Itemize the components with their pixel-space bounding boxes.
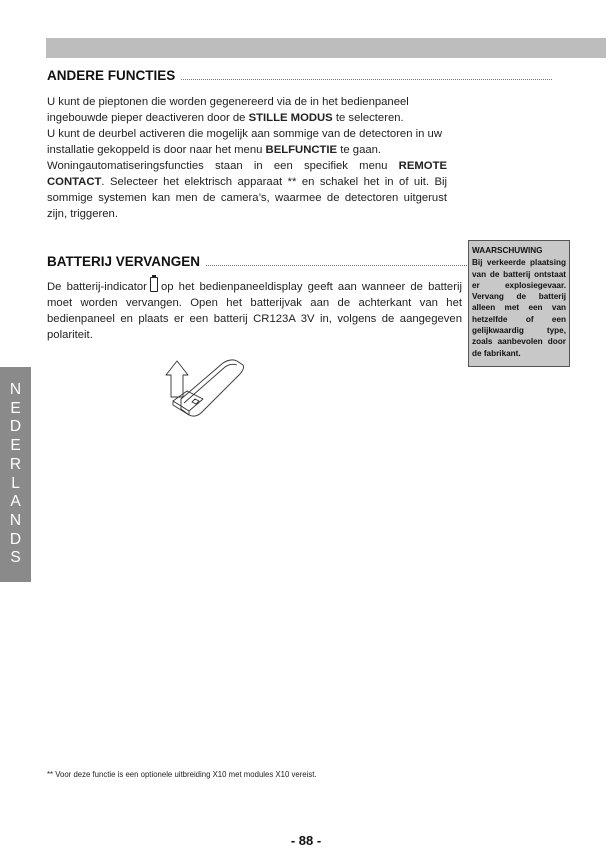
- page-number: - 88 -: [290, 833, 322, 848]
- dotted-leader: [206, 265, 467, 266]
- text-run: sommige systemen kan men de camera’s, waarmee de detectoren uitgerust: [47, 192, 447, 204]
- dotted-leader: [181, 79, 552, 80]
- section-heading-andere-functies: [47, 68, 552, 83]
- language-tab-letter: N: [9, 380, 22, 398]
- text-run: U kunt de deurbel activeren die mogelijk aan sommige van de detectoren in uw: [47, 128, 442, 140]
- language-tab-letter: D: [9, 530, 22, 548]
- text-run: Woningautomatiseringsfuncties staan in een specifiek menu: [47, 160, 399, 172]
- warning-title: WAARSCHUWING: [472, 246, 543, 255]
- language-tab-letter: R: [9, 455, 22, 473]
- language-tab: [0, 367, 31, 582]
- paragraph-line: [47, 174, 447, 190]
- text-run: ingebouwde pieper deactiveren door de: [47, 112, 249, 124]
- text-run: te gaan.: [337, 144, 382, 156]
- header-bar: [46, 38, 606, 58]
- text-run: . Selecteer het elektrisch apparaat ** en schakel het in of uit. Bij: [101, 176, 447, 188]
- language-tab-letter: A: [10, 493, 21, 511]
- bold-term: STILLE MODUS: [248, 112, 333, 124]
- arrow-up-icon: [166, 361, 188, 397]
- paragraph-line: [47, 158, 447, 174]
- text-run: te selecteren.: [332, 112, 404, 124]
- battery-icon: [150, 277, 158, 292]
- language-tab-letter: N: [9, 511, 22, 529]
- text-run: U kunt de pieptonen die worden gegenereerd via de in het bedienpaneel: [47, 96, 409, 108]
- battery-text-before: De batterij-indicator: [47, 281, 147, 293]
- text-run: zijn, triggeren.: [47, 208, 118, 220]
- paragraph-line: [47, 206, 447, 222]
- section-heading-batterij-vervangen: [47, 254, 467, 269]
- bold-term: BELFUNCTIE: [265, 144, 338, 156]
- paragraph-line: [47, 126, 447, 142]
- battery-compartment-illustration: [165, 355, 255, 430]
- warning-text: Bij verkeerde plaatsing van de batterij ontstaat er explosiegevaar. Vervang de batterij alleen met een van hetzelfde of een gelijkwaardig type, zoals aanbevolen door de fabrikant.: [472, 258, 566, 358]
- language-tab-letter: L: [11, 474, 20, 492]
- language-tab-letter: D: [9, 418, 22, 436]
- footnote: ** Voor deze functie is een optionele uitbreiding X10 met modules X10 vereist.: [47, 770, 317, 779]
- battery-text-after: op het bedienpaneeldisplay geeft aan wanneer de batterij moet worden vervangen. Open het batterijvak aan de achterkant van het bedienpaneel en plaats er een batterij CR123A 3V in, volgens de aangegeven polariteit.: [47, 281, 462, 341]
- section-title: BATTERIJ VERVANGEN: [47, 254, 201, 269]
- warning-box: [468, 240, 570, 367]
- paragraph-line: [47, 110, 447, 126]
- language-tab-letter: E: [10, 437, 21, 455]
- bold-term: REMOTE: [398, 160, 447, 172]
- bold-term: CONTACT: [47, 176, 102, 188]
- batterij-paragraph: [47, 277, 462, 343]
- text-run: installatie gekoppeld is door naar het menu: [47, 144, 266, 156]
- paragraph-line: [47, 142, 447, 158]
- paragraph-line: [47, 94, 447, 110]
- paragraph-line: [47, 190, 447, 206]
- section-title: ANDERE FUNCTIES: [47, 68, 176, 83]
- andere-functies-paragraph: [47, 94, 447, 222]
- language-tab-letter: S: [10, 549, 21, 567]
- language-tab-letter: E: [10, 399, 21, 417]
